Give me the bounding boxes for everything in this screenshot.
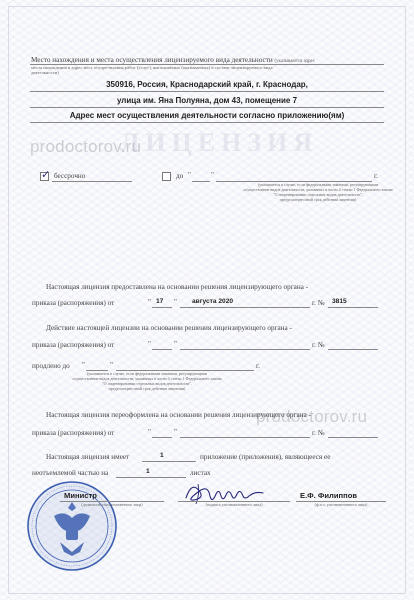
position-caption: (должность уполномоченного лица) (81, 502, 143, 507)
intro-line-2: места нахождения и адрес мест осуществления работ (услуг), выполняемых (оказываемых) в составе лицензируемого вида (31, 65, 273, 70)
basis-line-2-prefix: приказа (распоряжения) от (32, 299, 115, 307)
signatory-position: Министр (64, 491, 97, 500)
reissue-line-2-prefix: приказа (распоряжения) от (32, 429, 115, 437)
address-line-3: Адрес мест осуществления деятельности согласно приложению(ям) (69, 111, 345, 120)
validity-note-1: (указывается в случае, если федеральными законами, регулирующими (86, 371, 208, 376)
appendix-sheets: 1 (146, 468, 150, 475)
appendix-line-1-suffix: приложение (приложения), являющееся ее (200, 453, 331, 461)
intro-line-1: Место нахождения и места осуществления лицензируемого вида деятельности (указываются адрес (31, 56, 315, 64)
term-note-4: предусмотрен иной срок действия лицензии) (279, 197, 357, 202)
watermark-bottom: prodoctorov.ru (256, 407, 368, 426)
basis-number: 3815 (332, 298, 347, 305)
signature-caption: (подпись уполномоченного лица) (205, 502, 263, 507)
validity-line-1: Действие настоящей лицензии на основании решения лицензирующего органа - (46, 324, 292, 332)
intro-line-3: деятельности) (31, 70, 59, 75)
until-checkbox[interactable] (162, 172, 171, 181)
until-label: до (176, 172, 184, 180)
basis-line-1: Настоящая лицензия предоставлена на основании решения лицензирующего органа - (46, 283, 309, 291)
address-line-2: улица им. Яна Полуяна, дом 43, помещение 7 (116, 96, 298, 105)
signatory-name: Е.Ф. Филиппов (300, 491, 357, 500)
unlimited-checkbox[interactable] (40, 168, 51, 181)
validity-line-2-prefix: приказа (распоряжения) от (32, 341, 115, 349)
appendix-line-2-suffix: листах (190, 469, 211, 477)
basis-day: 17 (156, 298, 164, 305)
unlimited-label: бессрочно (54, 172, 86, 180)
term-note-2: осуществление видов деятельности, указанных в части 4 статьи 1 Федерального закона (243, 187, 393, 192)
name-caption: (ф.и.о. уполномоченного лица) (314, 502, 368, 507)
appendix-line-2-prefix: неотъемлемой частью на (32, 469, 109, 477)
basis-month-year: августа 2020 (192, 298, 234, 305)
address-line-1: 350916, Россия, Краснодарский край, г. Краснодар, (106, 80, 308, 89)
term-note-3: "О лицензировании отдельных видов деятельности", (272, 192, 364, 197)
watermark-top: prodoctorov.ru (30, 137, 142, 156)
term-note-1: (указывается в случае, если федеральными законами, регулирующими (257, 182, 379, 187)
validity-note-4: предусмотрен иной срок действия лицензии) (108, 386, 186, 391)
background-ghost-text: ЛИЦЕНЗИЯ (120, 128, 319, 157)
reissue-line-1: Настоящая лицензия переоформлена на основании решения лицензирующего органа - (46, 411, 311, 419)
appendix-count: 1 (160, 452, 164, 459)
appendix-line-1-prefix: Настоящая лицензия имеет (46, 453, 130, 461)
license-sheet: ЛИЦЕНЗИЯ Место нахождения и места осуществления лицензируемого вида деятельности (указываются адрес места нахождения и адрес мест осуществления работ (услуг), выполняемых (оказываемых) в составе лицензируемого вида деятельности) 350916, Россия, Краснодарский край, г. Краснодар, улица им. Яна Полуяна, дом 43, помещение 7 Адрес мест осуществления деятельности согласно приложению(ям) prodoctorov.ru ✓ бессрочно до " " г. (указывается в случае, если федеральными законами, регулирующими осуществление видов деятельности, указанных в части 4 статьи 1 Федерального закона "О лицензировании отдельных видов деятельности", предусмотрен иной срок действия лицензии) Настоящая лицензия предоставлена на основании решения лицензирующего органа - приказа (распоряжения) от " 17 " августа 2020 г. № 3815 Действие настоящей лицензии на основании решения лицензирующего органа - приказа (распоряжения) от " " г. № продлено до " " г. (указывается в случае, если федеральными законами, регулирующими осуществление видов деятельности, указанных в части 4 статьи 1 Федерального закона "О лицензировании отдельных видов деятельности", предусмотрен иной срок действия лицензии) prodoctorov.ru Настоящая лицензия переоформлена на основании решения лицензирующего органа - приказа (распоряжения) от " " г. № Настоящая лицензия имеет 1 приложение (приложения), являющееся ее неотъемлемой частью на 1 листах Министр (должность уполномоченного лица) (подпись уполномоченного лица) Е.Ф. Филиппов (ф.и.о. уполномоченного лица) (0, 0, 414, 600)
validity-note-2: осуществление видов деятельности, указанных в части 4 статьи 1 Федерального закона (72, 376, 222, 381)
validity-extended-prefix: продлено до (32, 362, 70, 370)
check-icon: ✓ (41, 168, 51, 181)
validity-note-3: "О лицензировании отдельных видов деятельности", (101, 381, 193, 386)
